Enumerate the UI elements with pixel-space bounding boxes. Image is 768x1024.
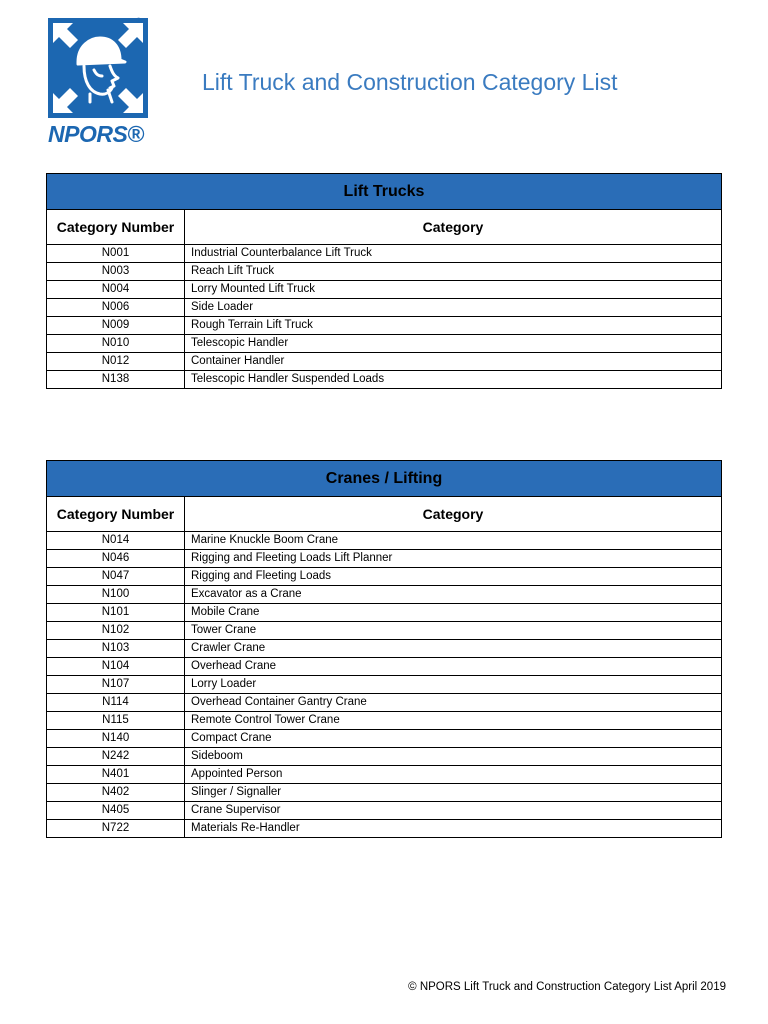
table-heading: Lift Trucks — [47, 174, 722, 210]
category-name-cell: Compact Crane — [185, 730, 722, 748]
table-row — [47, 317, 722, 335]
table-row — [47, 353, 722, 371]
table-row — [47, 766, 722, 784]
table-row — [47, 712, 722, 730]
category-number-cell: N014 — [47, 532, 185, 550]
table-row — [47, 371, 722, 389]
column-header-category: Category — [185, 497, 722, 532]
category-name-cell: Telescopic Handler Suspended Loads — [185, 371, 722, 389]
category-name-cell: Slinger / Signaller — [185, 784, 722, 802]
category-number-cell: N138 — [47, 371, 185, 389]
category-name-cell: Lorry Loader — [185, 676, 722, 694]
category-name-cell: Sideboom — [185, 748, 722, 766]
category-number-cell: N101 — [47, 604, 185, 622]
category-number-cell: N242 — [47, 748, 185, 766]
column-header-number: Category Number — [47, 497, 185, 532]
npors-logo — [48, 18, 156, 147]
table-row — [47, 532, 722, 550]
category-number-cell: N405 — [47, 802, 185, 820]
category-name-cell: Lorry Mounted Lift Truck — [185, 281, 722, 299]
category-name-cell: Telescopic Handler — [185, 335, 722, 353]
category-name-cell: Mobile Crane — [185, 604, 722, 622]
category-name-cell: Appointed Person — [185, 766, 722, 784]
category-number-cell: N102 — [47, 622, 185, 640]
table-row — [47, 784, 722, 802]
category-number-cell: N001 — [47, 245, 185, 263]
table-row — [47, 281, 722, 299]
npors-logo-mark-icon — [48, 18, 148, 118]
category-number-cell: N402 — [47, 784, 185, 802]
table-row — [47, 299, 722, 317]
category-number-cell: N003 — [47, 263, 185, 281]
table-row — [47, 604, 722, 622]
category-number-cell: N012 — [47, 353, 185, 371]
category-number-cell: N100 — [47, 586, 185, 604]
category-number-cell: N047 — [47, 568, 185, 586]
table-row — [47, 586, 722, 604]
table-row — [47, 748, 722, 766]
page-title: Lift Truck and Construction Category List — [202, 69, 618, 95]
category-name-cell: Rigging and Fleeting Loads — [185, 568, 722, 586]
cranes-lifting-table — [46, 460, 722, 838]
category-name-cell: Crawler Crane — [185, 640, 722, 658]
column-header-number: Category Number — [47, 210, 185, 245]
table-row — [47, 802, 722, 820]
category-name-cell: Container Handler — [185, 353, 722, 371]
category-number-cell: N009 — [47, 317, 185, 335]
category-number-cell: N115 — [47, 712, 185, 730]
registered-mark: ® — [136, 18, 142, 25]
table-row — [47, 568, 722, 586]
category-number-cell: N722 — [47, 820, 185, 838]
table-row — [47, 694, 722, 712]
table-row — [47, 245, 722, 263]
category-name-cell: Industrial Counterbalance Lift Truck — [185, 245, 722, 263]
category-number-cell: N140 — [47, 730, 185, 748]
table-row — [47, 730, 722, 748]
column-header-category: Category — [185, 210, 722, 245]
category-name-cell: Overhead Container Gantry Crane — [185, 694, 722, 712]
table-row — [47, 622, 722, 640]
category-name-cell: Reach Lift Truck — [185, 263, 722, 281]
table-row — [47, 676, 722, 694]
table-row — [47, 335, 722, 353]
category-number-cell: N103 — [47, 640, 185, 658]
category-name-cell: Tower Crane — [185, 622, 722, 640]
table-row — [47, 550, 722, 568]
category-name-cell: Remote Control Tower Crane — [185, 712, 722, 730]
category-number-cell: N010 — [47, 335, 185, 353]
table-row — [47, 658, 722, 676]
category-number-cell: N104 — [47, 658, 185, 676]
category-number-cell: N046 — [47, 550, 185, 568]
table-row — [47, 820, 722, 838]
category-name-cell: Rigging and Fleeting Loads Lift Planner — [185, 550, 722, 568]
category-name-cell: Crane Supervisor — [185, 802, 722, 820]
category-name-cell: Materials Re-Handler — [185, 820, 722, 838]
category-name-cell: Marine Knuckle Boom Crane — [185, 532, 722, 550]
category-number-cell: N004 — [47, 281, 185, 299]
category-number-cell: N006 — [47, 299, 185, 317]
table-row — [47, 263, 722, 281]
lift-trucks-table — [46, 173, 722, 389]
category-number-cell: N107 — [47, 676, 185, 694]
category-name-cell: Side Loader — [185, 299, 722, 317]
table-row — [47, 640, 722, 658]
category-name-cell: Excavator as a Crane — [185, 586, 722, 604]
category-name-cell: Rough Terrain Lift Truck — [185, 317, 722, 335]
category-number-cell: N114 — [47, 694, 185, 712]
table-heading: Cranes / Lifting — [47, 461, 722, 497]
page-footer: © NPORS Lift Truck and Construction Category List April 2019 — [408, 981, 726, 993]
npors-wordmark: NPORS® — [48, 121, 144, 147]
category-number-cell: N401 — [47, 766, 185, 784]
category-name-cell: Overhead Crane — [185, 658, 722, 676]
